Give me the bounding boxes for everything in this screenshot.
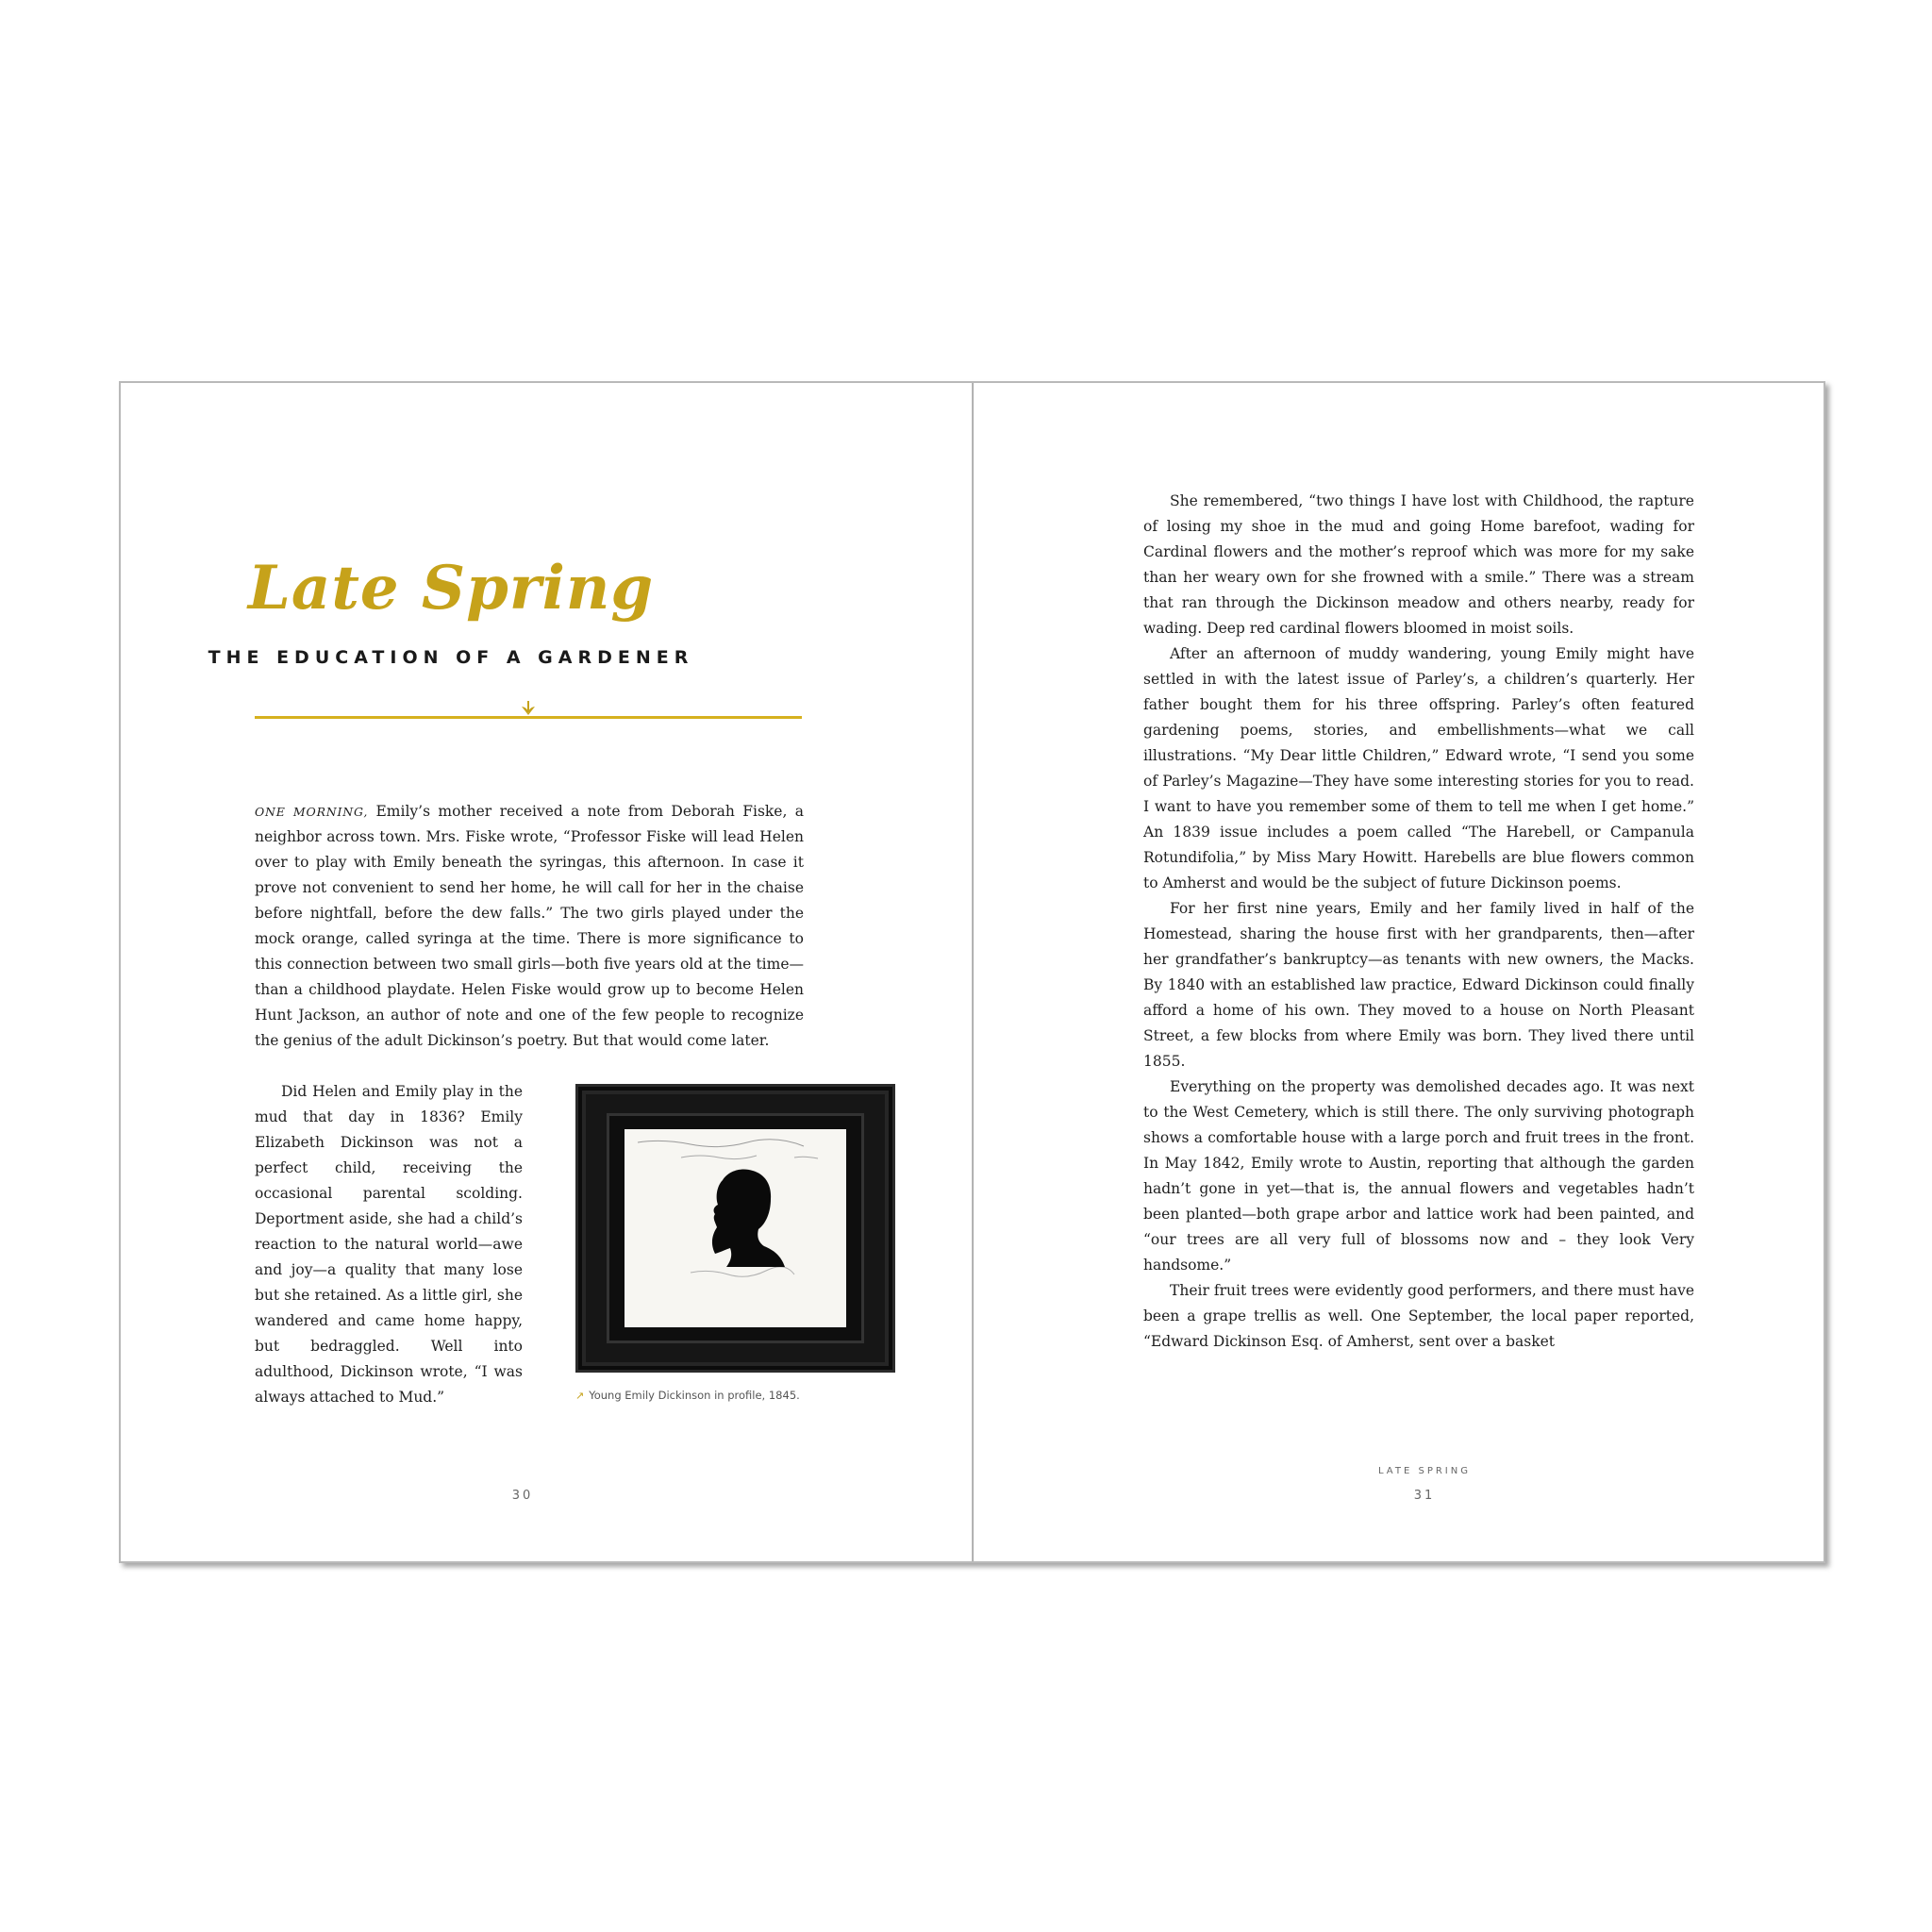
page-number-right: 31: [1413, 1489, 1436, 1503]
book-spread: [119, 381, 1825, 1563]
left-page: [121, 383, 972, 1561]
right-body: [1143, 489, 1694, 1355]
ornament-divider: [255, 700, 802, 724]
page-number-left: 30: [511, 1489, 534, 1503]
silhouette-mat: [625, 1129, 846, 1327]
paragraph: Their fruit trees were evidently good performers, and there must have been a grape trellis as well. One September, the local paper reported, “Edward Dickinson Esq. of Amherst, sent over a basket: [1143, 1282, 1694, 1350]
paragraph: For her first nine years, Emily and her family lived in half of the Homestead, sharing the house first with her grandparents, then—after her grandfather’s bankruptcy—as tenants with new owners, the Macks. By 1840 with an established law practice, Edward Dickinson could finally afford a home of his own. They moved to a house on North Pleasant Street, a few blocks from where Emily was born. They lived there until 1855.: [1143, 900, 1694, 1070]
paragraph: Everything on the property was demolished decades ago. It was next to the West Cemetery, which is still there. The only surviving photograph shows a comfortable house with a large porch and fruit trees in the front. In May 1842, Emily wrote to Austin, reporting that although the garden hadn’t gone in yet—that is, the annual flowers and vegetables hadn’t been planted—both grape arbor and lattice work had been painted, and “our trees are all very full of blossoms now and – they look Very handsome.”: [1143, 1078, 1694, 1274]
caption-pointer-icon: ↗: [575, 1390, 585, 1402]
framed-silhouette-image: [575, 1084, 895, 1373]
running-head: LATE SPRING: [1378, 1466, 1471, 1476]
paragraph-text: Emily’s mother received a note from Deborah Fiske, a neighbor across town. Mrs. Fiske wrote, “Professor Fiske will lead Helen over to play with Emily beneath the syringas, this afternoon. In case it prove not convenient to send her home, he will call for her in the chaise before nightfall, before the dew falls.” The two girls played under the mock orange, called syringa at the time. There is more significance to this connection between two small girls—both five years old at the time—than a childhood playdate. Helen Fiske would grow up to become Helen Hunt Jackson, an author of note and one of the few people to recognize the genius of the adult Dickinson’s poetry. But that would come later.: [255, 803, 805, 1049]
figure-caption: [575, 1389, 895, 1402]
paragraph: Did Helen and Emily play in the mud that day in 1836? Emily Elizabeth Dickinson was not a perfect child, receiving the occasional parental scolding. Deportment aside, she had a child’s reaction to the natural world—awe and joy—a quality that many lose but she retained. As a little girl, she wandered and came home happy, but bedraggled. Well into adulthood, Dickinson wrote, “I was always attached to Mud.”: [255, 1083, 523, 1406]
silhouette-icon: [625, 1129, 846, 1327]
right-page: [974, 383, 1825, 1561]
fleuron-icon: [519, 700, 538, 719]
chapter-title: Late Spring: [247, 553, 655, 624]
lead-in: ONE MORNING,: [255, 805, 369, 819]
caption-text: Young Emily Dickinson in profile, 1845.: [589, 1389, 800, 1402]
paragraph: She remembered, “two things I have lost with Childhood, the rapture of losing my shoe in the mud and going Home barefoot, wading for Cardinal flowers and the mother’s reproof which was more for my sake than her weary own for she frowned with a smile.” There was a stream that ran through the Dickinson meadow and others nearby, ready for wading. Deep red cardinal flowers bloomed in moist soils.: [1143, 492, 1694, 637]
chapter-subtitle: THE EDUCATION OF A GARDENER: [208, 647, 694, 668]
paragraph: [255, 799, 804, 1054]
left-body: [255, 799, 804, 1054]
left-narrow-body: [255, 1079, 523, 1410]
paragraph: After an afternoon of muddy wandering, young Emily might have settled in with the latest issue of Parley’s, a children’s quarterly. Her father bought them for his three offspring. Parley’s often featured gardening poems, stories, and embellishments—what we call illustrations. “My Dear little Children,” Edward wrote, “I send you some of Parley’s Magazine—They have some interesting stories for you to read. I want to have you remember some of them to tell me when I get home.” An 1839 issue includes a poem called “The Harebell, or Campanula Rotundifolia,” by Miss Mary Howitt. Harebells are blue flowers common to Amherst and would be the subject of future Dickinson poems.: [1143, 645, 1694, 891]
